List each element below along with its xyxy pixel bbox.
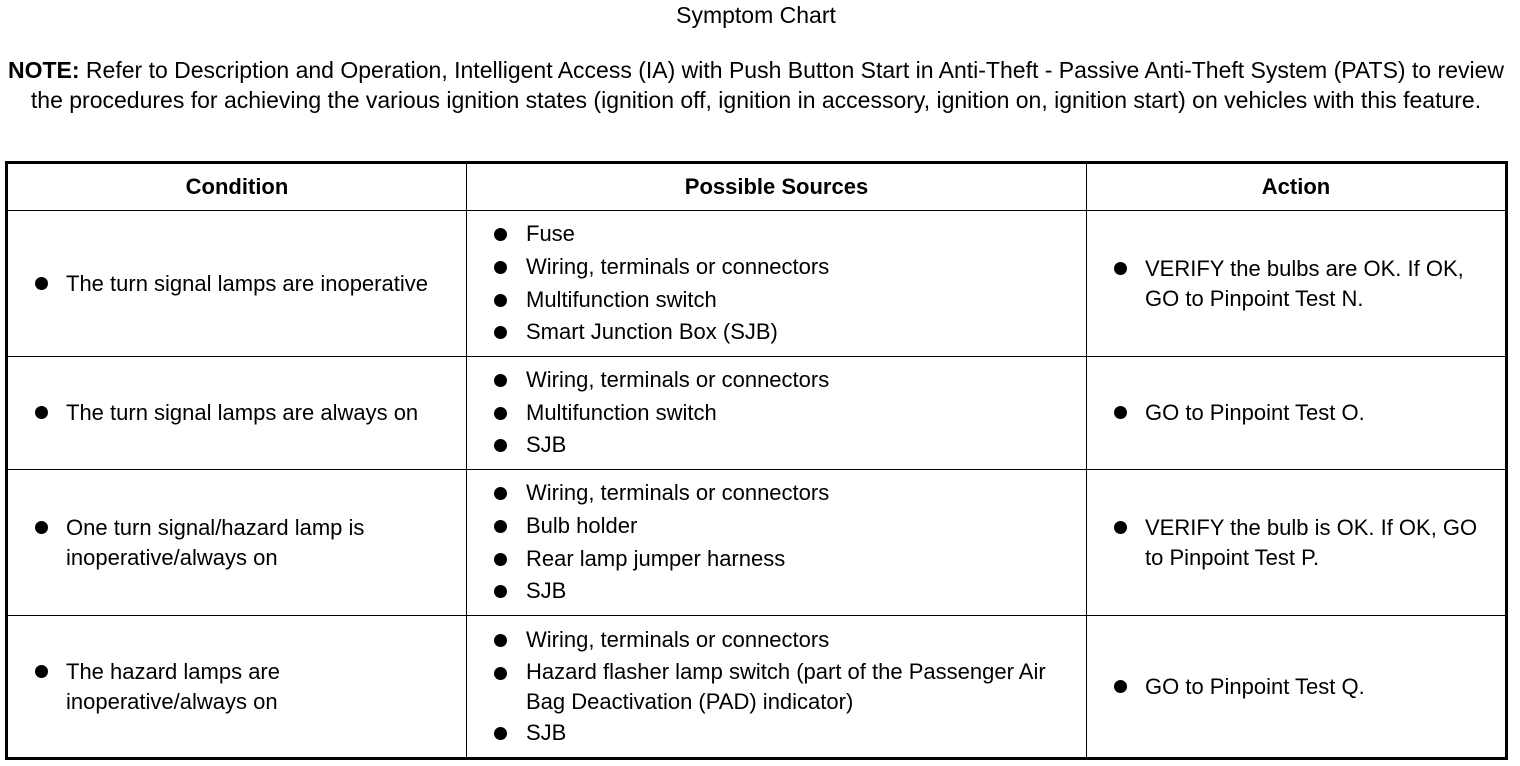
source-item: Hazard flasher lamp switch (part of the Passenger Air Bag Deactivation (PAD) indicator) xyxy=(467,657,1086,717)
condition-cell xyxy=(7,211,467,357)
source-item: Wiring, terminals or connectors xyxy=(467,477,1086,510)
symptom-table xyxy=(5,161,1508,760)
note-text: Refer to Description and Operation, Intelligent Access (IA) with Push Button Start in Anti-Theft - Passive Anti-Theft System (PATS) to review the procedures for achieving the various ignition states (ignition off, ignition in accessory, ignition on, ignition start) on vehicles with this feature. xyxy=(30,57,1505,113)
action-cell xyxy=(1087,616,1507,759)
source-item: Rear lamp jumper harness xyxy=(467,543,1086,576)
source-item: Wiring, terminals or connectors xyxy=(467,624,1086,657)
condition-cell xyxy=(7,357,467,470)
table-row xyxy=(7,211,1507,357)
source-item: Multifunction switch xyxy=(467,397,1086,430)
source-item: Multifunction switch xyxy=(467,284,1086,317)
action-item: VERIFY the bulb is OK. If OK, GO to Pinpoint Test P. xyxy=(1087,513,1505,573)
table-row xyxy=(7,616,1507,759)
page-title: Symptom Chart xyxy=(676,2,836,28)
condition-cell xyxy=(7,470,467,616)
table-row xyxy=(7,357,1507,470)
header-possible-sources: Possible Sources xyxy=(467,163,1087,211)
table-header-row xyxy=(7,163,1507,211)
sources-cell xyxy=(467,357,1087,470)
condition-item: The turn signal lamps are inoperative xyxy=(8,269,466,299)
condition-cell xyxy=(7,616,467,759)
source-item: Smart Junction Box (SJB) xyxy=(467,316,1086,349)
source-item: Bulb holder xyxy=(467,510,1086,543)
action-item: VERIFY the bulbs are OK. If OK, GO to Pinpoint Test N. xyxy=(1087,254,1505,314)
action-cell xyxy=(1087,211,1507,357)
action-item: GO to Pinpoint Test Q. xyxy=(1087,672,1505,702)
source-item: Wiring, terminals or connectors xyxy=(467,364,1086,397)
action-cell xyxy=(1087,470,1507,616)
header-action: Action xyxy=(1087,163,1507,211)
source-item: SJB xyxy=(467,717,1086,750)
source-item: Wiring, terminals or connectors xyxy=(467,251,1086,284)
sources-cell xyxy=(467,616,1087,759)
condition-item: The hazard lamps are inoperative/always on xyxy=(8,657,466,717)
source-item: SJB xyxy=(467,429,1086,462)
condition-item: The turn signal lamps are always on xyxy=(8,398,466,428)
sources-cell xyxy=(467,211,1087,357)
source-item: Fuse xyxy=(467,218,1086,251)
condition-item: One turn signal/hazard lamp is inoperative/always on xyxy=(8,513,466,573)
action-cell xyxy=(1087,357,1507,470)
note-paragraph xyxy=(4,55,1508,115)
sources-cell xyxy=(467,470,1087,616)
note-label: NOTE: xyxy=(7,57,80,83)
source-item: SJB xyxy=(467,575,1086,608)
action-item: GO to Pinpoint Test O. xyxy=(1087,398,1505,428)
table-row xyxy=(7,470,1507,616)
header-condition: Condition xyxy=(7,163,467,211)
